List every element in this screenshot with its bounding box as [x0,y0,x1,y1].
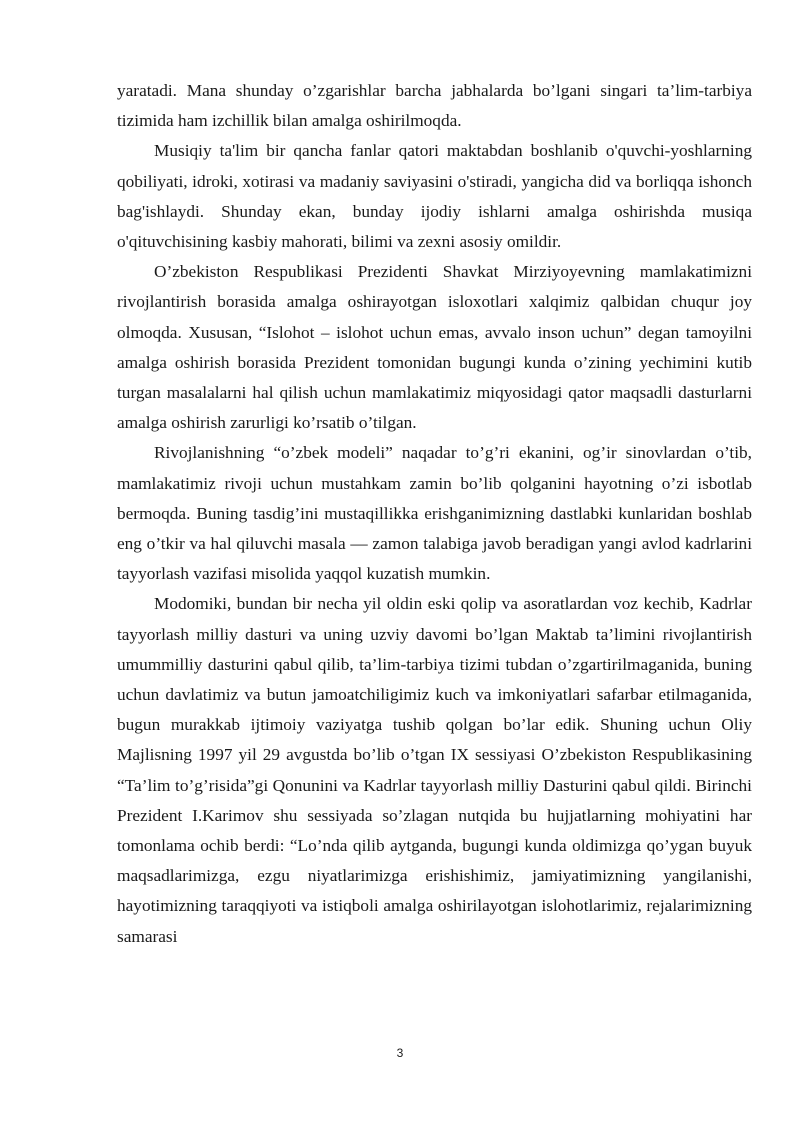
paragraph-education-law: Modomiki, bundan bir necha yil oldin eski qolip va asoratlardan voz kechib, Kadrlar tayyorlash milliy dasturi va uning uzviy davomi bo’lgan Maktab ta’limini rivojlantirish umummilliy dasturini qabul qilib, ta’lim-tarbiya tizimi tubdan o’zgartirilmaganida, buning uchun davlatimiz va butun jamoatchiligimiz kuch va imkoniyatlari safarbar etilmaganida, bugun murakkab ijtimoiy vaziyatga tushib qolgan bo’lar edik. Shuning uchun Oliy Majlisning 1997 yil 29 avgustda bo’lib o’tgan IX sessiyasi O’zbekiston Respublikasining “Ta’lim to’g’risida”gi Qonunini va Kadrlar tayyorlash milliy Dasturini qabul qildi. Birinchi Prezident I.Karimov shu sessiyada so’zlagan nutqida bu hujjatlarning mohiyatini har tomonlama ochib berdi: “Lo’nda qilib aytganda, bugungi kunda oldimizga qo’ygan buyuk maqsadlarimizga, ezgu niyatlarimizga erishishimiz, jamiyatimizning yangilanishi, hayotimizning taraqqiyoti va istiqboli amalga oshirilayotgan islohotlarimiz, rejalarimizning samarasi [117,594,752,946]
body-text [117,76,752,952]
paragraph-president-reforms: O’zbekiston Respublikasi Prezidenti Shavkat Mirziyoyevning mamlakatimizni rivojlantirish borasida amalga oshirayotgan isloxotlari xalqimiz qalbidan chuqur joy olmoqda. Xususan, “Islohot – islohot uchun emas, avvalo inson uchun” degan tamoyilni amalga oshirish borasida Prezident tomonidan bugungi kunda o’zining yechimini kutib turgan masalalarni hal qilish uchun mamlakatimiz miqyosidagi qator maqsadli dasturlarni amalga oshirish zarurligi ko’rsatib o’tilgan. [117,262,752,433]
paragraph-uzbek-model: Rivojlanishning “o’zbek modeli” naqadar to’g’ri ekanini, og’ir sinovlardan o’tib, mamlakatimiz rivoji uchun mustahkam zamin bo’lib qolganini hayotning o’zi isbotlab bermoqda. Buning tasdig’ini mustaqillikka erishganimizning dastlabki kunlaridan boshlab eng o’tkir va hal qiluvchi masala — zamon talabiga javob beradigan yangi avlod kadrlarini tayyorlash vazifasi misolida yaqqol kuzatish mumkin. [117,443,752,584]
page-number: 3 [396,1046,404,1060]
paragraph-continuation: yaratadi. Mana shunday o’zgarishlar barcha jabhalarda bo’lgani singari ta’lim-tarbiya tizimida ham izchillik bilan amalga oshirilmoqda. [117,81,752,131]
paragraph-music-education: Musiqiy ta'lim bir qancha fanlar qatori maktabdan boshlanib o'quvchi-yoshlarning qobiliyati, idroki, xotirasi va madaniy saviyasini o'stiradi, yangicha did va borliqqa ishonch bag'ishlaydi. Shunday ekan, bunday ijodiy ishlarni amalga oshirishda musiqa o'qituvchisining kasbiy mahorati, bilimi va zexni asosiy omildir. [117,141,752,252]
